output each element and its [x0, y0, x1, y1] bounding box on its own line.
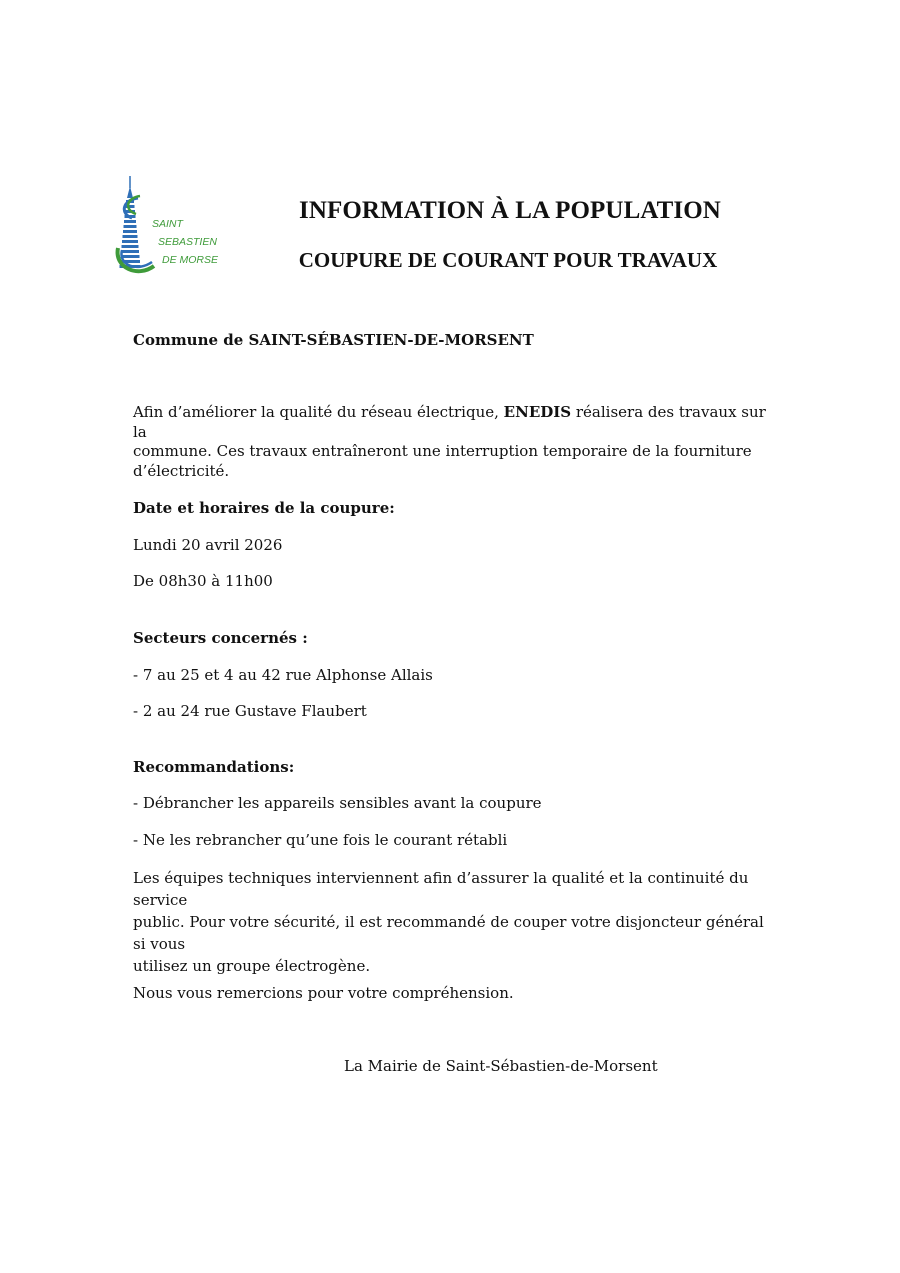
safety-note-line2: public. Pour votre sécurité, il est recommandé de couper votre disjoncteur général si vous: [133, 913, 764, 953]
schedule-date: Lundi 20 avril 2026: [133, 536, 283, 554]
recommendation-item: - Débrancher les appareils sensibles avant la coupure: [133, 794, 542, 812]
sector-item: - 7 au 25 et 4 au 42 rue Alphonse Allais: [133, 666, 433, 684]
intro-paragraph: [133, 403, 773, 481]
logo-text-line2: SEBASTIEN: [158, 236, 217, 248]
intro-text-line2: commune. Ces travaux entraîneront une interruption temporaire de la fourniture: [133, 442, 752, 460]
recommendation-item: - Ne les rebrancher qu’une fois le courant rétabli: [133, 831, 508, 849]
safety-note-line1: Les équipes techniques interviennent afin d’assurer la qualité et la continuité du service: [133, 869, 749, 909]
schedule-heading: Date et horaires de la coupure:: [133, 499, 395, 517]
page-title: INFORMATION À LA POPULATION: [299, 197, 721, 224]
page-subtitle: COUPURE DE COURANT POUR TRAVAUX: [298, 248, 718, 272]
intro-text-start: Afin d’améliorer la qualité du réseau électrique,: [133, 403, 504, 421]
sectors-heading: Secteurs concernés :: [133, 629, 308, 647]
logo-text-line3: DE MORSE: [162, 254, 219, 266]
intro-text-line1-end: réalisera des travaux sur la: [133, 403, 766, 441]
intro-text-line3: d’électricité.: [133, 461, 230, 480]
schedule-hours: De 08h30 à 11h00: [133, 572, 273, 590]
safety-note-line3: utilisez un groupe électrogène.: [133, 957, 371, 975]
company-name: ENEDIS: [503, 403, 572, 421]
commune-heading: Commune de SAINT-SÉBASTIEN-DE-MORSENT: [133, 331, 534, 349]
signature: La Mairie de Saint-Sébastien-de-Morsent: [344, 1057, 658, 1075]
recommendations-heading: Recommandations:: [133, 758, 295, 776]
safety-note: [133, 867, 773, 977]
logo-text-line1: SAINT: [152, 218, 183, 230]
sector-item: - 2 au 24 rue Gustave Flaubert: [133, 702, 367, 720]
closing-text: Nous vous remercions pour votre compréhension.: [133, 984, 514, 1002]
